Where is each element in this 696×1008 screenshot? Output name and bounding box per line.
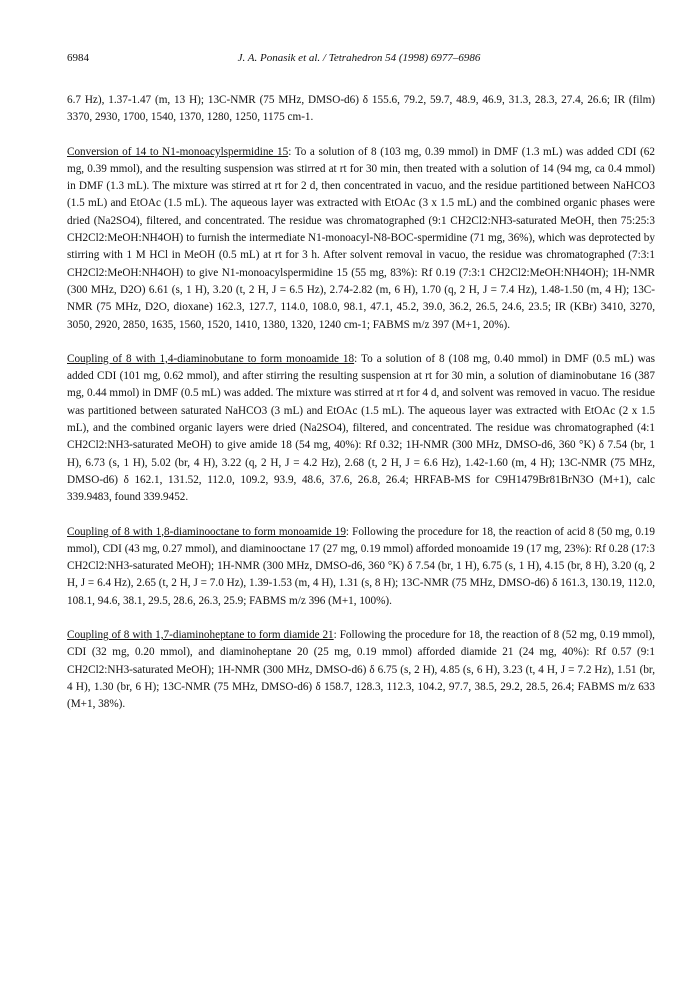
- section-paragraph: Coupling of 8 with 1,7-diaminoheptane to form diamide 21: Following the procedure for 18, the reaction of 8 (52 mg, 0.19 mmol), CDI (32 mg, 0.20 mmol), and diaminoheptane 20 (25 mg, 0.19 mmol) afforded diamide 21 (24 mg, 40%): Rf 0.57 (9:1 CH2Cl2:NH3-saturated MeOH); 1H-NMR (300 MHz, DMSO-d6) δ 6.75 (s, 2 H), 4.85 (s, 6 H), 3.23 (t, 4 H, J = 7.2 Hz), 1.51 (br, 4 H), 1.30 (br, 6 H); 13C-NMR (75 MHz, DMSO-d6) δ 158.7, 128.3, 112.3, 104.2, 97.7, 38.5, 29.2, 28.5, 26.4; FABMS m/z 633 (M+1, 38%).: [67, 629, 655, 711]
- continuation-paragraph: [67, 92, 655, 127]
- section-text: Following the procedure for 18, the reaction of acid 8 (50 mg, 0.19 mmol), CDI (43 mg, 0.27 mmol), and diaminooctane 17 (27 mg, 0.19 mmol) afforded monoamide 19 (17 mg, 23%): Rf 0.28 (17:3 CH2Cl2:NH3-saturated MeOH); 1H-NMR (300 MHz, DMSO-d6, 360 °K) δ 7.54 (br, 1 H), 6.75 (s, 1 H), 4.15 (br, 8 H), 3.20 (q, 2 H, J = 6.4 Hz), 2.65 (t, 2 H, J = 7.0 Hz), 1.39-1.53 (m, 4 H), 1.31 (s, 8 H); 13C-NMR (75 MHz, DMSO-d6) δ 161.3, 130.19, 112.0, 108.1, 94.6, 38.1, 29.5, 28.6, 26.3, 25.9; FABMS m/z 396 (M+1, 100%).: [67, 525, 655, 607]
- section-title: Coupling of 8 with 1,4-diaminobutane to form monoamide 18: [67, 352, 355, 365]
- running-header: [67, 52, 651, 68]
- section-title: Coupling of 8 with 1,7-diaminoheptane to form diamide 21: [67, 629, 334, 642]
- section-paragraph: Conversion of 14 to N1-monoacylspermidine 15: To a solution of 8 (103 mg, 0.39 mmol) in DMF (1.3 mL) was added CDI (62 mg, 0.39 mmol), and the resulting suspension was stirred at rt for 30 min, then treated with a solution of 14 (94 mg, ca 0.4 mmol) in DMF (1.3 mL). The mixture was stirred at rt for 2 d, then concentrated in vacuo, and the residue partitioned between NaHCO3 (1.5 mL) and EtOAc (1.5 mL). The aqueous layer was extracted with EtOAc (3 x 1.5 mL) and the combined organic phases were dried (Na2SO4), filtered, and concentrated. The residue was chromatographed (9:1 CH2Cl2:NH3-saturated MeOH, then 75:25:3 CH2Cl2:MeOH:NH4OH) to furnish the intermediate N1-monoacyl-N8-BOC-spermidine (71 mg, 36%), which was deprotected by stirring with 1 M HCl in MeOH (0.5 mL) at rt for 3 h. After solvent removal in vacuo, the residue was chromatographed (7:3:1 CH2Cl2:MeOH:NH4OH) to give N1-monoacylspermidine 15 (55 mg, 83%): Rf 0.19 (7:3:1 CH2Cl2:MeOH:NH4OH); 1H-NMR (300 MHz, D2O) 6.61 (s, 1 H), 3.20 (t, 2 H, J = 6.5 Hz), 2.74-2.82 (m, 6 H), 1.70 (q, 2 H, J = 7.4 Hz), 1.48-1.50 (m, 4 H); 13C-NMR (75 MHz, D2O, dioxane) 162.3, 127.7, 114.0, 108.0, 98.1, 47.1, 45.2, 39.0, 36.2, 26.5, 24.6, 23.5; IR (KBr) 3410, 3270, 3050, 2920, 2850, 1635, 1560, 1520, 1410, 1380, 1320, 1240 cm-1; FABMS m/z 397 (M+1, 20%).: [67, 145, 655, 331]
- page-number: 6984: [67, 52, 89, 64]
- main-text: [67, 92, 655, 714]
- continuation-text: 6.7 Hz), 1.37-1.47 (m, 13 H); 13C-NMR (75 MHz, DMSO-d6) δ 155.6, 79.2, 59.7, 48.9, 46.9, 31.3, 28.3, 27.4, 26.6; IR (film) 3370, 2930, 1700, 1540, 1370, 1280, 1250, 1175 cm-1.: [67, 94, 655, 124]
- section-text: Following the procedure for 18, the reaction of 8 (52 mg, 0.19 mmol), CDI (32 mg, 0.20 mmol), and diaminoheptane 20 (25 mg, 0.19 mmol) afforded diamide 21 (24 mg, 40%): Rf 0.57 (9:1 CH2Cl2:NH3-saturated MeOH); 1H-NMR (300 MHz, DMSO-d6) δ 6.75 (s, 2 H), 4.85 (s, 6 H), 3.23 (t, 4 H, J = 7.2 Hz), 1.51 (br, 4 H), 1.30 (br, 6 H); 13C-NMR (75 MHz, DMSO-d6) δ 158.7, 128.3, 112.3, 104.2, 97.7, 38.5, 29.2, 28.5, 26.4; FABMS m/z 633 (M+1, 38%).: [67, 629, 655, 711]
- journal-citation: J. A. Ponasik et al. / Tetrahedron 54 (1998) 6977–6986: [237, 52, 481, 64]
- section-text: To a solution of 8 (108 mg, 0.40 mmol) in DMF (0.5 mL) was added CDI (101 mg, 0.62 mmol), and after stirring the resulting suspension at rt for 30 min, a solution of diaminobutane 16 (387 mg, 0.44 mmol) in DMF (0.5 mL) was added. The mixture was stirred at rt for 4 d, and solvent was removed in vacuo. The residue was partitioned between saturated NaHCO3 (3 mL) and EtOAc (1.5 mL). The aqueous layer was extracted with EtOAc (2 x 1.5 mL), and the combined organic layers were dried (Na2SO4), filtered, and concentrated. The residue was chromatographed (4:1 CH2Cl2:NH3-saturated MeOH) to give amide 18 (54 mg, 40%): Rf 0.32; 1H-NMR (300 MHz, DMSO-d6, 360 °K) δ 7.54 (br, 1 H), 6.73 (s, 1 H), 5.02 (br, 4 H), 3.22 (q, 2 H, J = 4.2 Hz), 2.68 (t, 2 H, J = 6.6 Hz), 1.42-1.60 (m, 4 H); 13C-NMR (75 MHz, DMSO-d6) δ 162.1, 131.52, 112.0, 109.2, 93.9, 48.6, 37.6, 26.8, 26.4; HRFAB-MS for C9H1479Br81BrN3O (M+1), calc 339.9483, found 339.9452.: [67, 352, 655, 504]
- section-paragraph: Coupling of 8 with 1,8-diaminooctane to form monoamide 19: Following the procedure for 18, the reaction of acid 8 (50 mg, 0.19 mmol), CDI (43 mg, 0.27 mmol), and diaminooctane 17 (27 mg, 0.19 mmol) afforded monoamide 19 (17 mg, 23%): Rf 0.28 (17:3 CH2Cl2:NH3-saturated MeOH); 1H-NMR (300 MHz, DMSO-d6, 360 °K) δ 7.54 (br, 1 H), 6.75 (s, 1 H), 4.15 (br, 8 H), 3.20 (q, 2 H, J = 6.4 Hz), 2.65 (t, 2 H, J = 7.0 Hz), 1.39-1.53 (m, 4 H), 1.31 (s, 8 H); 13C-NMR (75 MHz, DMSO-d6) δ 161.3, 130.19, 112.0, 108.1, 94.6, 38.1, 29.5, 28.6, 26.3, 25.9; FABMS m/z 396 (M+1, 100%).: [67, 525, 655, 607]
- section-text: To a solution of 8 (103 mg, 0.39 mmol) in DMF (1.3 mL) was added CDI (62 mg, 0.39 mmol), and the resulting suspension was stirred at rt for 30 min, then treated with a solution of 14 (94 mg, ca 0.4 mmol) in DMF (1.3 mL). The mixture was stirred at rt for 2 d, then concentrated in vacuo, and the residue partitioned between NaHCO3 (1.5 mL) and EtOAc (1.5 mL). The aqueous layer was extracted with EtOAc (3 x 1.5 mL) and the combined organic phases were dried (Na2SO4), filtered, and concentrated. The residue was chromatographed (9:1 CH2Cl2:NH3-saturated MeOH, then 75:25:3 CH2Cl2:MeOH:NH4OH) to furnish the intermediate N1-monoacyl-N8-BOC-spermidine (71 mg, 36%), which was deprotected by stirring with 1 M HCl in MeOH (0.5 mL) at rt for 3 h. After solvent removal in vacuo, the residue was chromatographed (7:3:1 CH2Cl2:MeOH:NH4OH) to give N1-monoacylspermidine 15 (55 mg, 83%): Rf 0.19 (7:3:1 CH2Cl2:MeOH:NH4OH); 1H-NMR (300 MHz, D2O) 6.61 (s, 1 H), 3.20 (t, 2 H, J = 6.5 Hz), 2.74-2.82 (m, 6 H), 1.70 (q, 2 H, J = 7.4 Hz), 1.48-1.50 (m, 4 H); 13C-NMR (75 MHz, D2O, dioxane) 162.3, 127.7, 114.0, 108.0, 98.1, 47.1, 45.2, 39.0, 36.2, 26.5, 24.6, 23.5; IR (KBr) 3410, 3270, 3050, 2920, 2850, 1635, 1560, 1520, 1410, 1380, 1320, 1240 cm-1; FABMS m/z 397 (M+1, 20%).: [67, 145, 655, 331]
- section-title: Conversion of 14 to N1-monoacylspermidine 15: [67, 145, 289, 158]
- section-paragraph: Coupling of 8 with 1,4-diaminobutane to form monoamide 18: To a solution of 8 (108 mg, 0.40 mmol) in DMF (0.5 mL) was added CDI (101 mg, 0.62 mmol), and after stirring the resulting suspension at rt for 30 min, a solution of diaminobutane 16 (387 mg, 0.44 mmol) in DMF (0.5 mL) was added. The mixture was stirred at rt for 4 d, and solvent was removed in vacuo. The residue was partitioned between saturated NaHCO3 (3 mL) and EtOAc (1.5 mL). The aqueous layer was extracted with EtOAc (2 x 1.5 mL), and the combined organic layers were dried (Na2SO4), filtered, and concentrated. The residue was chromatographed (4:1 CH2Cl2:NH3-saturated MeOH) to give amide 18 (54 mg, 40%): Rf 0.32; 1H-NMR (300 MHz, DMSO-d6, 360 °K) δ 7.54 (br, 1 H), 6.73 (s, 1 H), 5.02 (br, 4 H), 3.22 (q, 2 H, J = 4.2 Hz), 2.68 (t, 2 H, J = 6.6 Hz), 1.42-1.60 (m, 4 H); 13C-NMR (75 MHz, DMSO-d6) δ 162.1, 131.52, 112.0, 109.2, 93.9, 48.6, 37.6, 26.8, 26.4; HRFAB-MS for C9H1479Br81BrN3O (M+1), calc 339.9483, found 339.9452.: [67, 352, 655, 504]
- section-title: Coupling of 8 with 1,8-diaminooctane to form monoamide 19: [67, 525, 346, 538]
